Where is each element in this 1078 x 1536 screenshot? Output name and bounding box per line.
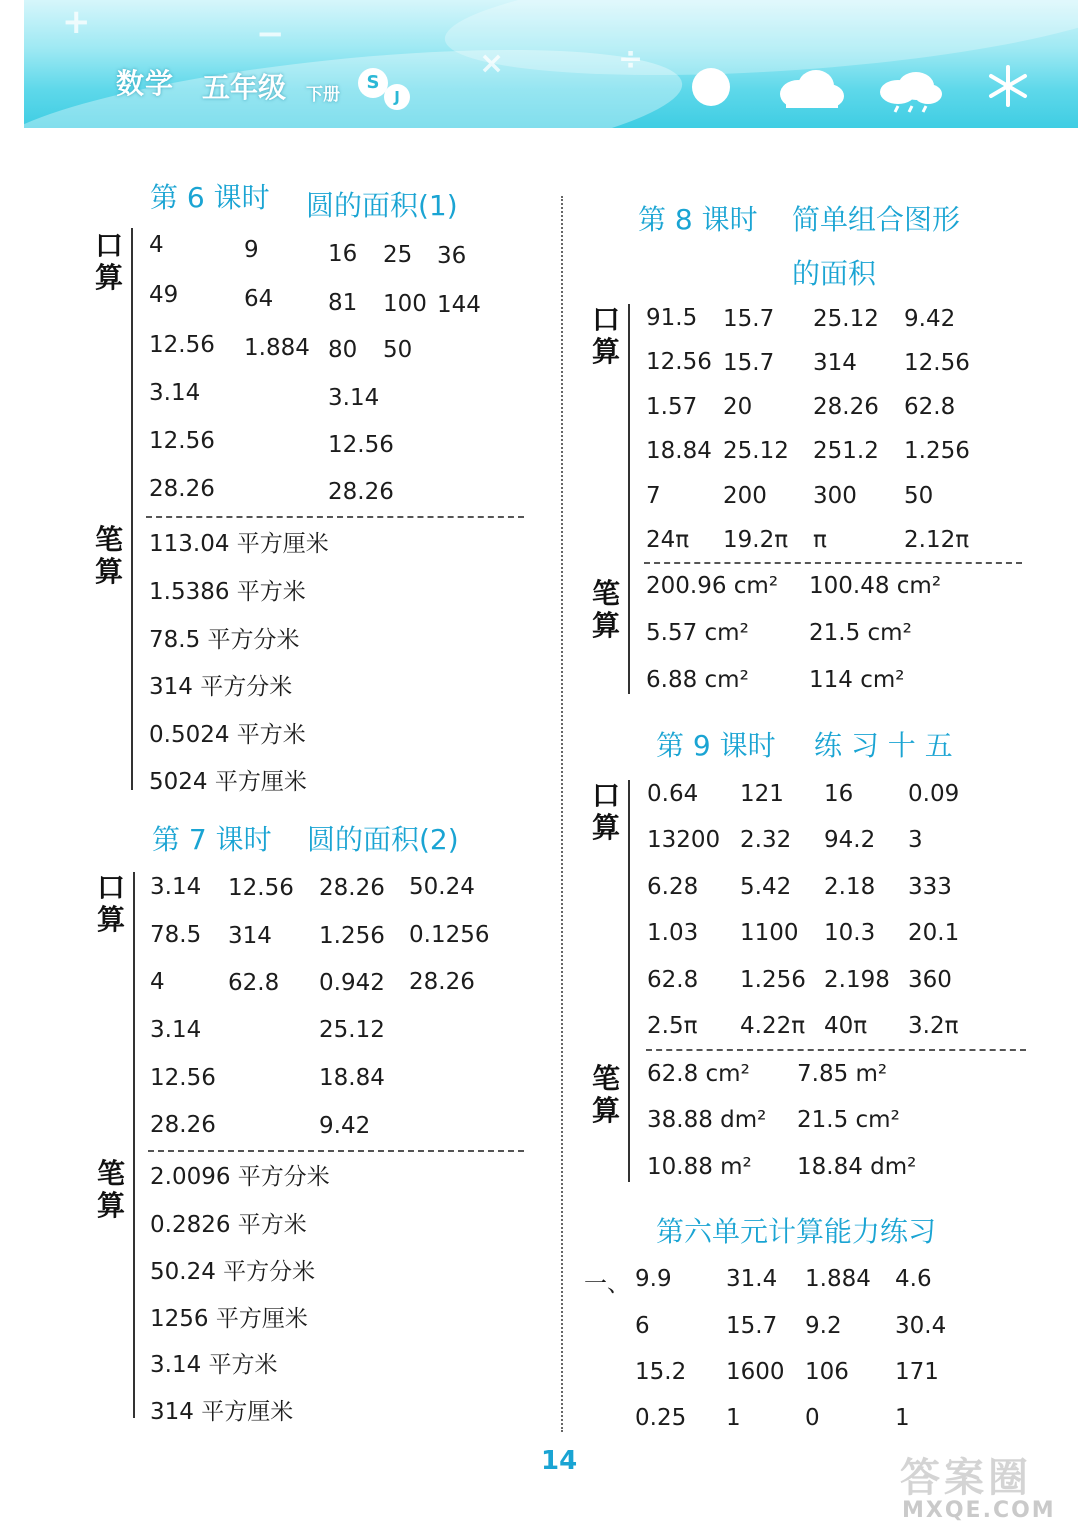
written-label-top: 笔 <box>591 577 620 610</box>
written-label <box>591 1063 621 1127</box>
grid-cell: 360 <box>908 967 952 993</box>
grid-cell: 91.5 <box>646 305 698 331</box>
subject-title: 数学 <box>116 67 175 100</box>
grid-cell: 3.14 <box>328 385 380 411</box>
grid-cell: 5.42 <box>740 874 792 900</box>
written-label-bottom: 算 <box>96 1189 125 1222</box>
grid-cell: 1.256 <box>319 923 385 949</box>
snowflake-icon <box>986 64 1030 108</box>
grid-cell: 18.84 <box>646 438 712 464</box>
grid-cell: 7.85 m² <box>797 1061 888 1087</box>
written-label-top: 笔 <box>96 1157 125 1190</box>
list-item: 78.5 平方分米 <box>149 627 300 653</box>
grid-cell: 62.8 <box>228 970 280 996</box>
grid-cell: 0.25 <box>635 1405 687 1431</box>
grid-cell: 62.8 <box>904 394 956 420</box>
grid-cell: 62.8 cm² <box>647 1061 750 1087</box>
grid-cell: 100.48 cm² <box>809 573 942 599</box>
grid-cell: 50 <box>904 483 934 509</box>
grid-cell: 15.7 <box>723 350 775 376</box>
grid-cell: 1600 <box>726 1359 785 1385</box>
grid-cell: 12.56 <box>328 432 394 458</box>
grid-cell: 121 <box>740 781 784 807</box>
grid-cell: 25 <box>383 242 413 268</box>
written-label-bottom: 算 <box>591 1094 620 1127</box>
divider <box>148 1150 524 1152</box>
grid-cell: 9.2 <box>805 1313 842 1339</box>
oral-label <box>591 780 621 844</box>
grid-cell: 314 <box>228 923 272 949</box>
grid-cell: 19.2π <box>723 527 789 553</box>
grid-cell: 200.96 cm² <box>646 573 779 599</box>
grid-cell: 7 <box>646 483 661 509</box>
lesson7-topic: 圆的面积(2) <box>307 823 459 856</box>
grid-cell: 15.7 <box>723 306 775 332</box>
list-item: 314 平方分米 <box>149 674 293 700</box>
divider <box>146 516 524 518</box>
grid-cell: 13200 <box>647 827 721 853</box>
grid-cell: 50 <box>383 337 413 363</box>
lesson9-topic: 练 习 十 五 <box>814 729 953 762</box>
lesson8-title: 第 8 课时 <box>638 203 758 236</box>
lesson7-title: 第 7 课时 <box>152 823 272 856</box>
grid-cell: 12.56 <box>149 428 215 454</box>
list-item: 0.2826 平方米 <box>150 1212 307 1238</box>
column-separator <box>561 196 563 1432</box>
oral-label-top: 口 <box>591 779 620 812</box>
list-item: 5024 平方厘米 <box>149 769 307 795</box>
written-label <box>96 1158 126 1222</box>
question-marker: 一、 <box>584 1271 630 1297</box>
times-symbol: × <box>479 46 505 81</box>
grid-cell: 314 <box>813 350 857 376</box>
divider <box>644 562 1022 564</box>
grid-cell: π <box>813 527 827 553</box>
written-label-top: 笔 <box>591 1062 620 1095</box>
grid-cell: 1.884 <box>244 335 310 361</box>
grid-cell: 21.5 cm² <box>797 1107 900 1133</box>
grid-cell: 2.12π <box>904 527 970 553</box>
grid-cell: 38.88 dm² <box>647 1107 767 1133</box>
lesson9-bar <box>628 780 630 1182</box>
watermark-logo: 答案圈 <box>900 1455 1032 1501</box>
grid-cell: 100 <box>383 291 427 317</box>
grid-cell: 144 <box>437 292 481 318</box>
oral-label-bottom: 算 <box>96 903 125 936</box>
grid-cell: 15.7 <box>726 1313 778 1339</box>
lesson9-title: 第 9 课时 <box>656 729 776 762</box>
grid-cell: 0.64 <box>647 781 699 807</box>
grid-cell: 25.12 <box>813 306 879 332</box>
grid-cell: 28.26 <box>319 875 385 901</box>
grid-cell: 31.4 <box>726 1266 778 1292</box>
divide-symbol: ÷ <box>618 42 644 77</box>
grid-cell: 80 <box>328 337 358 363</box>
oral-label <box>591 304 621 368</box>
grid-cell: 12.56 <box>150 1065 216 1091</box>
grid-cell: 1 <box>895 1405 910 1431</box>
volume-label: 下册 <box>306 85 340 105</box>
lesson7-bar <box>133 872 135 1418</box>
grid-cell: 6.88 cm² <box>646 667 749 693</box>
lesson6-title: 第 6 课时 <box>150 181 270 214</box>
sun-icon <box>692 68 730 106</box>
grid-cell: 1.256 <box>740 967 806 993</box>
grid-cell: 50.24 <box>409 874 475 900</box>
plus-symbol: + <box>62 2 91 42</box>
grid-cell: 9.9 <box>635 1266 672 1292</box>
list-item: 113.04 平方厘米 <box>149 531 329 557</box>
oral-label-bottom: 算 <box>94 261 123 294</box>
cloud-icon <box>776 66 846 112</box>
grid-cell: 12.56 <box>228 875 294 901</box>
grid-cell: 2.32 <box>740 827 792 853</box>
lesson8-topic-line1: 简单组合图形 <box>792 203 961 236</box>
grid-cell: 3.2π <box>908 1013 959 1039</box>
grid-cell: 3.14 <box>149 380 201 406</box>
grid-cell: 10.88 m² <box>647 1154 752 1180</box>
oral-label <box>96 872 126 936</box>
grid-cell: 16 <box>824 781 854 807</box>
grid-cell: 0.09 <box>908 781 960 807</box>
grid-cell: 1.03 <box>647 920 699 946</box>
grid-cell: 28.26 <box>409 969 475 995</box>
grid-cell: 28.26 <box>813 394 879 420</box>
grid-cell: 36 <box>437 243 467 269</box>
grid-cell: 1 <box>726 1405 741 1431</box>
lesson8-topic-line2: 的面积 <box>792 257 877 290</box>
grid-cell: 21.5 cm² <box>809 620 912 646</box>
grid-cell: 0.942 <box>319 970 385 996</box>
oral-label-bottom: 算 <box>591 811 620 844</box>
lesson6-topic: 圆的面积(1) <box>306 189 458 222</box>
grid-cell: 9.42 <box>904 306 956 332</box>
grid-cell: 62.8 <box>647 967 699 993</box>
grid-cell: 114 cm² <box>809 667 905 693</box>
oral-label-top: 口 <box>591 303 620 336</box>
grade-title: 五年级 <box>202 71 287 104</box>
grid-cell: 9 <box>244 237 259 263</box>
list-item: 50.24 平方分米 <box>150 1259 316 1285</box>
grid-cell: 12.56 <box>904 350 970 376</box>
grid-cell: 171 <box>895 1359 939 1385</box>
grid-cell: 1.884 <box>805 1266 871 1292</box>
grid-cell: 300 <box>813 483 857 509</box>
badge-j: J <box>384 84 410 110</box>
grid-cell: 251.2 <box>813 438 879 464</box>
grid-cell: 10.3 <box>824 920 876 946</box>
page-number: 14 <box>541 1446 578 1476</box>
grid-cell: 94.2 <box>824 827 876 853</box>
grid-cell: 106 <box>805 1359 849 1385</box>
oral-label <box>94 230 124 294</box>
grid-cell: 81 <box>328 290 358 316</box>
grid-cell: 15.2 <box>635 1359 687 1385</box>
oral-label-bottom: 算 <box>591 335 620 368</box>
list-item: 1256 平方厘米 <box>150 1306 308 1332</box>
grid-cell: 3.14 <box>150 1017 202 1043</box>
grid-cell: 24π <box>646 527 690 553</box>
minus-symbol: − <box>256 14 285 54</box>
grid-cell: 6.28 <box>647 874 699 900</box>
grid-cell: 40π <box>824 1013 868 1039</box>
written-label-bottom: 算 <box>591 609 620 642</box>
badge-s: S <box>358 68 388 98</box>
grid-cell: 20.1 <box>908 920 960 946</box>
written-label-bottom: 算 <box>94 555 123 588</box>
grid-cell: 0.1256 <box>409 922 490 948</box>
list-item: 3.14 平方米 <box>150 1352 278 1378</box>
rain-cloud-icon <box>876 70 946 114</box>
grid-cell: 4.22π <box>740 1013 806 1039</box>
grid-cell: 2.5π <box>647 1013 698 1039</box>
grid-cell: 200 <box>723 483 767 509</box>
written-label <box>591 578 621 642</box>
divider <box>646 1049 1026 1051</box>
grid-cell: 20 <box>723 394 753 420</box>
grid-cell: 3.14 <box>150 874 202 900</box>
grid-cell: 12.56 <box>149 332 215 358</box>
written-label <box>94 524 124 588</box>
grid-cell: 18.84 dm² <box>797 1154 917 1180</box>
grid-cell: 1.57 <box>646 394 698 420</box>
lesson6-bar <box>131 228 133 790</box>
list-item: 314 平方厘米 <box>150 1399 294 1425</box>
watermark-url: MXQE.COM <box>902 1498 1056 1523</box>
grid-cell: 1.256 <box>904 438 970 464</box>
grid-cell: 28.26 <box>149 476 215 502</box>
grid-cell: 18.84 <box>319 1065 385 1091</box>
grid-cell: 16 <box>328 241 358 267</box>
grid-cell: 333 <box>908 874 952 900</box>
grid-cell: 1100 <box>740 920 799 946</box>
grid-cell: 64 <box>244 286 274 312</box>
grid-cell: 25.12 <box>319 1017 385 1043</box>
grid-cell: 78.5 <box>150 922 202 948</box>
header-banner <box>24 0 1078 128</box>
grid-cell: 4 <box>149 232 164 258</box>
grid-cell: 0 <box>805 1405 820 1431</box>
grid-cell: 28.26 <box>328 479 394 505</box>
written-label-top: 笔 <box>94 523 123 556</box>
grid-cell: 2.198 <box>824 967 890 993</box>
grid-cell: 30.4 <box>895 1313 947 1339</box>
grid-cell: 25.12 <box>723 438 789 464</box>
list-item: 1.5386 平方米 <box>149 579 306 605</box>
grid-cell: 49 <box>149 282 179 308</box>
grid-cell: 28.26 <box>150 1112 216 1138</box>
lesson8-bar <box>628 304 630 694</box>
list-item: 2.0096 平方分米 <box>150 1164 330 1190</box>
grid-cell: 3 <box>908 827 923 853</box>
oral-label-top: 口 <box>94 229 123 262</box>
unit6-title: 第六单元计算能力练习 <box>656 1215 937 1248</box>
grid-cell: 4.6 <box>895 1266 932 1292</box>
grid-cell: 5.57 cm² <box>646 620 749 646</box>
oral-label-top: 口 <box>96 871 125 904</box>
grid-cell: 4 <box>150 969 165 995</box>
grid-cell: 12.56 <box>646 349 712 375</box>
grid-cell: 2.18 <box>824 874 876 900</box>
grid-cell: 9.42 <box>319 1113 371 1139</box>
list-item: 0.5024 平方米 <box>149 722 306 748</box>
grid-cell: 6 <box>635 1313 650 1339</box>
